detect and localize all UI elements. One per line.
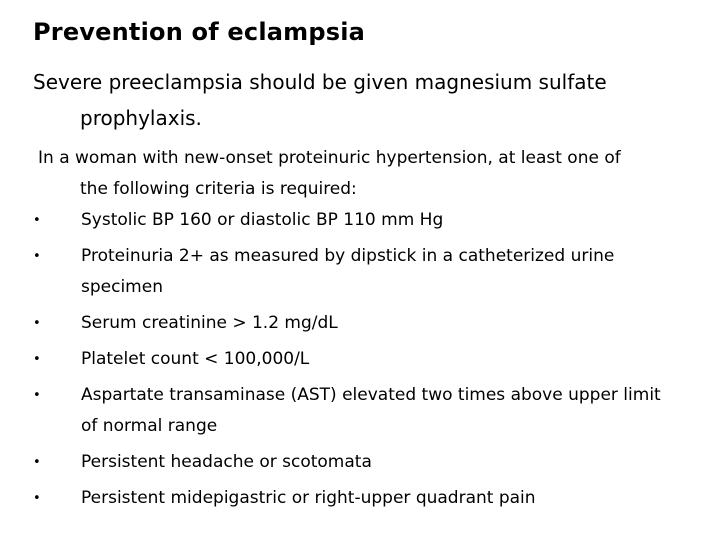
bullet-text: Aspartate transaminase (AST) elevated two times above upper limit — [81, 385, 661, 405]
bullet-icon: • — [33, 455, 41, 470]
bullet-text: Persistent headache or scotomata — [81, 452, 372, 472]
criteria-intro-paragraph — [38, 143, 698, 205]
bullet-text-continuation: of normal range — [81, 416, 218, 436]
intro-paragraph — [33, 64, 693, 136]
bullet-item-proteinuria — [33, 241, 703, 303]
bullet-text-continuation: specimen — [81, 277, 163, 297]
bullet-icon: • — [33, 388, 41, 403]
bullet-text: Systolic BP 160 or diastolic BP 110 mm Hg — [81, 210, 444, 230]
bullet-item-serum-creatinine — [33, 308, 703, 339]
bullet-text: Serum creatinine > 1.2 mg/dL — [81, 313, 338, 333]
bullet-item-platelet-count — [33, 344, 703, 375]
criteria-intro-line-2: the following criteria is required: — [80, 179, 357, 199]
intro-line-1: Severe preeclampsia should be given magnesium sulfate — [33, 70, 607, 94]
bullet-text: Persistent midepigastric or right-upper quadrant pain — [81, 488, 536, 508]
bullet-icon: • — [33, 491, 41, 506]
bullet-icon: • — [33, 352, 41, 367]
bullet-icon: • — [33, 249, 41, 264]
criteria-intro-line-1: In a woman with new-onset proteinuric hypertension, at least one of — [38, 148, 621, 168]
criteria-bullet-list — [33, 205, 703, 519]
bullet-item-headache — [33, 447, 703, 478]
bullet-item-ast — [33, 380, 703, 442]
bullet-text: Platelet count < 100,000/L — [81, 349, 310, 369]
bullet-item-systolic-bp — [33, 205, 703, 236]
intro-line-2: prophylaxis. — [80, 106, 202, 130]
bullet-item-epigastric-pain — [33, 483, 703, 514]
slide-title: Prevention of eclampsia — [33, 18, 366, 46]
bullet-icon: • — [33, 316, 41, 331]
bullet-text: Proteinuria 2+ as measured by dipstick in a catheterized urine — [81, 246, 615, 266]
bullet-icon: • — [33, 213, 41, 228]
